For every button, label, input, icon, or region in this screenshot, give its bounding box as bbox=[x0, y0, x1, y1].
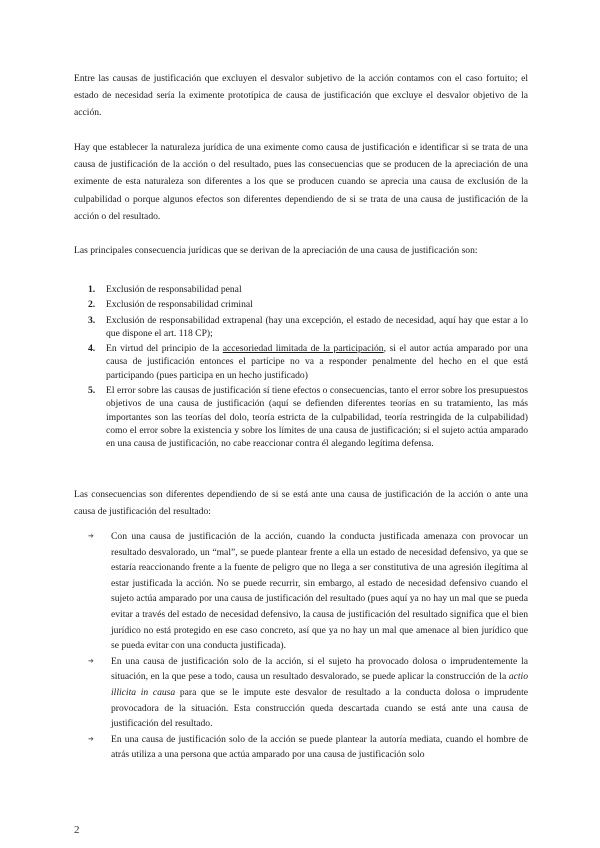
list-item bbox=[88, 384, 528, 450]
list-number: 3. bbox=[88, 314, 96, 326]
list-item bbox=[88, 298, 528, 311]
list-item bbox=[88, 314, 528, 341]
paragraph-consecuencias-diferentes: Las consecuencias son diferentes dependiendo de si se está ante una causa de justificación de la acción o ante una causa de justificación del resultado: bbox=[74, 489, 528, 518]
list-item-text-post: para que se le impute este desvalor de resultado a la conducta dolosa o imprudente provocadora de la situación. Esta construcción queda descartada cuando se está ante una causa de justificación del resultado. bbox=[111, 686, 528, 730]
list-item bbox=[88, 342, 528, 382]
list-item-text: Exclusión de responsabilidad extrapenal (hay una excepción, el estado de necesidad, aquí hay que estar a lo que dispone el art. 118 CP); bbox=[106, 314, 528, 339]
list-item-text-pre: En una causa de justificación solo de la acción, si el sujeto ha provocado dolosa o imprudentemente la situación, en la que pese a todo, causa un resultado desvalorado, se puede aplicar la construcción de la bbox=[111, 655, 528, 683]
paragraph-principales-consecuencias: Las principales consecuencia jurídicas que se derivan de la apreciación de una causa de justificación son: bbox=[74, 245, 478, 256]
list-number: 2. bbox=[88, 299, 96, 311]
list-item-text: El error sobre las causas de justificación sí tiene efectos o consecuencias, tanto el error sobre los presupuestos objetivos de una causa de justificación (aquí se defienden diferentes teorías en su tratamiento, las más importantes son las teorías del dolo, teoría estricta de la culpabilidad, teoría restringida de la culpabilidad) como el error sobre la existencia y sobre los límites de una causa de justificación; si el sujeto actúa amparado en una causa de justificación, no cabe reaccionar contra él alegando legítima defensa. bbox=[106, 385, 528, 450]
list-item-text: Exclusión de responsabilidad criminal bbox=[106, 299, 253, 311]
differences-list bbox=[88, 529, 528, 763]
arrow-bullet-icon: ➔ bbox=[88, 532, 94, 540]
list-item-text: Exclusión de responsabilidad penal bbox=[106, 284, 242, 295]
list-number: 5. bbox=[88, 385, 96, 397]
list-item bbox=[88, 654, 528, 732]
list-number: 4. bbox=[88, 343, 96, 355]
paragraph-causas-justificacion: Entre las causas de justificación que excluyen el desvalor subjetivo de la acción contamos con el caso fortuito; el estado de necesidad sería la eximente prototípica de causa de justificación que excluye el desvalor objetivo de la acción. bbox=[74, 73, 528, 119]
consequences-list bbox=[88, 283, 528, 453]
accesoriedad-link[interactable]: accesoriedad limitada de la participación bbox=[222, 343, 384, 355]
list-item-text-post: , si el autor actúa amparado por una causa de justificación entonces el partícipe no va a responder penalmente del hecho en el que está participando (pues participa en un hecho justificado) bbox=[106, 343, 528, 381]
arrow-bullet-icon: ➔ bbox=[88, 656, 94, 665]
italic-term: actio illicita in causa bbox=[111, 671, 528, 698]
page-number: 2 bbox=[74, 824, 80, 836]
list-item-text: Con una causa de justificación de la acción, cuando la conducta justificada amenaza con provocar un resultado desvalorado, un “mal”, se puede plantear frente a ella un estado de necesidad defensivo, ya que se estaría reaccionando frente a la fuente de peligro que no llega a ser constitutiva de una agresión ilegítima al estar justificada la acción. No se puede recurrir, sin embargo, al estado de necesidad defensivo cuando el sujeto actúa amparado por una causa de justificación del resultado (pues aquí ya no hay un mal que se pueda evitar a través del estado de necesidad defensivo, la causa de justificación del resultado significa que el bien jurídico no está protegido en ese caso concreto, así que ya no hay un mal que amenace al bien jurídico que se pueda evitar con una conducta justificada). bbox=[111, 531, 528, 652]
list-number: 1. bbox=[88, 284, 96, 295]
list-item bbox=[88, 529, 528, 654]
list-item bbox=[88, 732, 528, 763]
arrow-bullet-icon: ➔ bbox=[88, 734, 94, 743]
list-item-text-pre: En virtud del principio de la bbox=[106, 343, 223, 355]
list-item bbox=[88, 283, 528, 296]
paragraph-naturaleza-juridica: Hay que establecer la naturaleza jurídica de una eximente como causa de justificación e identificar si se trata de una causa de justificación de la acción o del resultado, pues las consecuencias que se producen de la apreciación de una eximente de esta naturaleza son diferentes a los que se producen cuando se aprecia una causa de exclusión de la culpabilidad o porque algunos efectos son diferentes dependiendo de si se trata de una causa de justificación de la acción o del resultado. bbox=[74, 142, 528, 222]
list-item-text: En una causa de justificación solo de la acción se puede plantear la autoría mediata, cuando el hombre de atrás utiliza a una persona que actúa amparado por una causa de justificación solo bbox=[111, 733, 528, 761]
